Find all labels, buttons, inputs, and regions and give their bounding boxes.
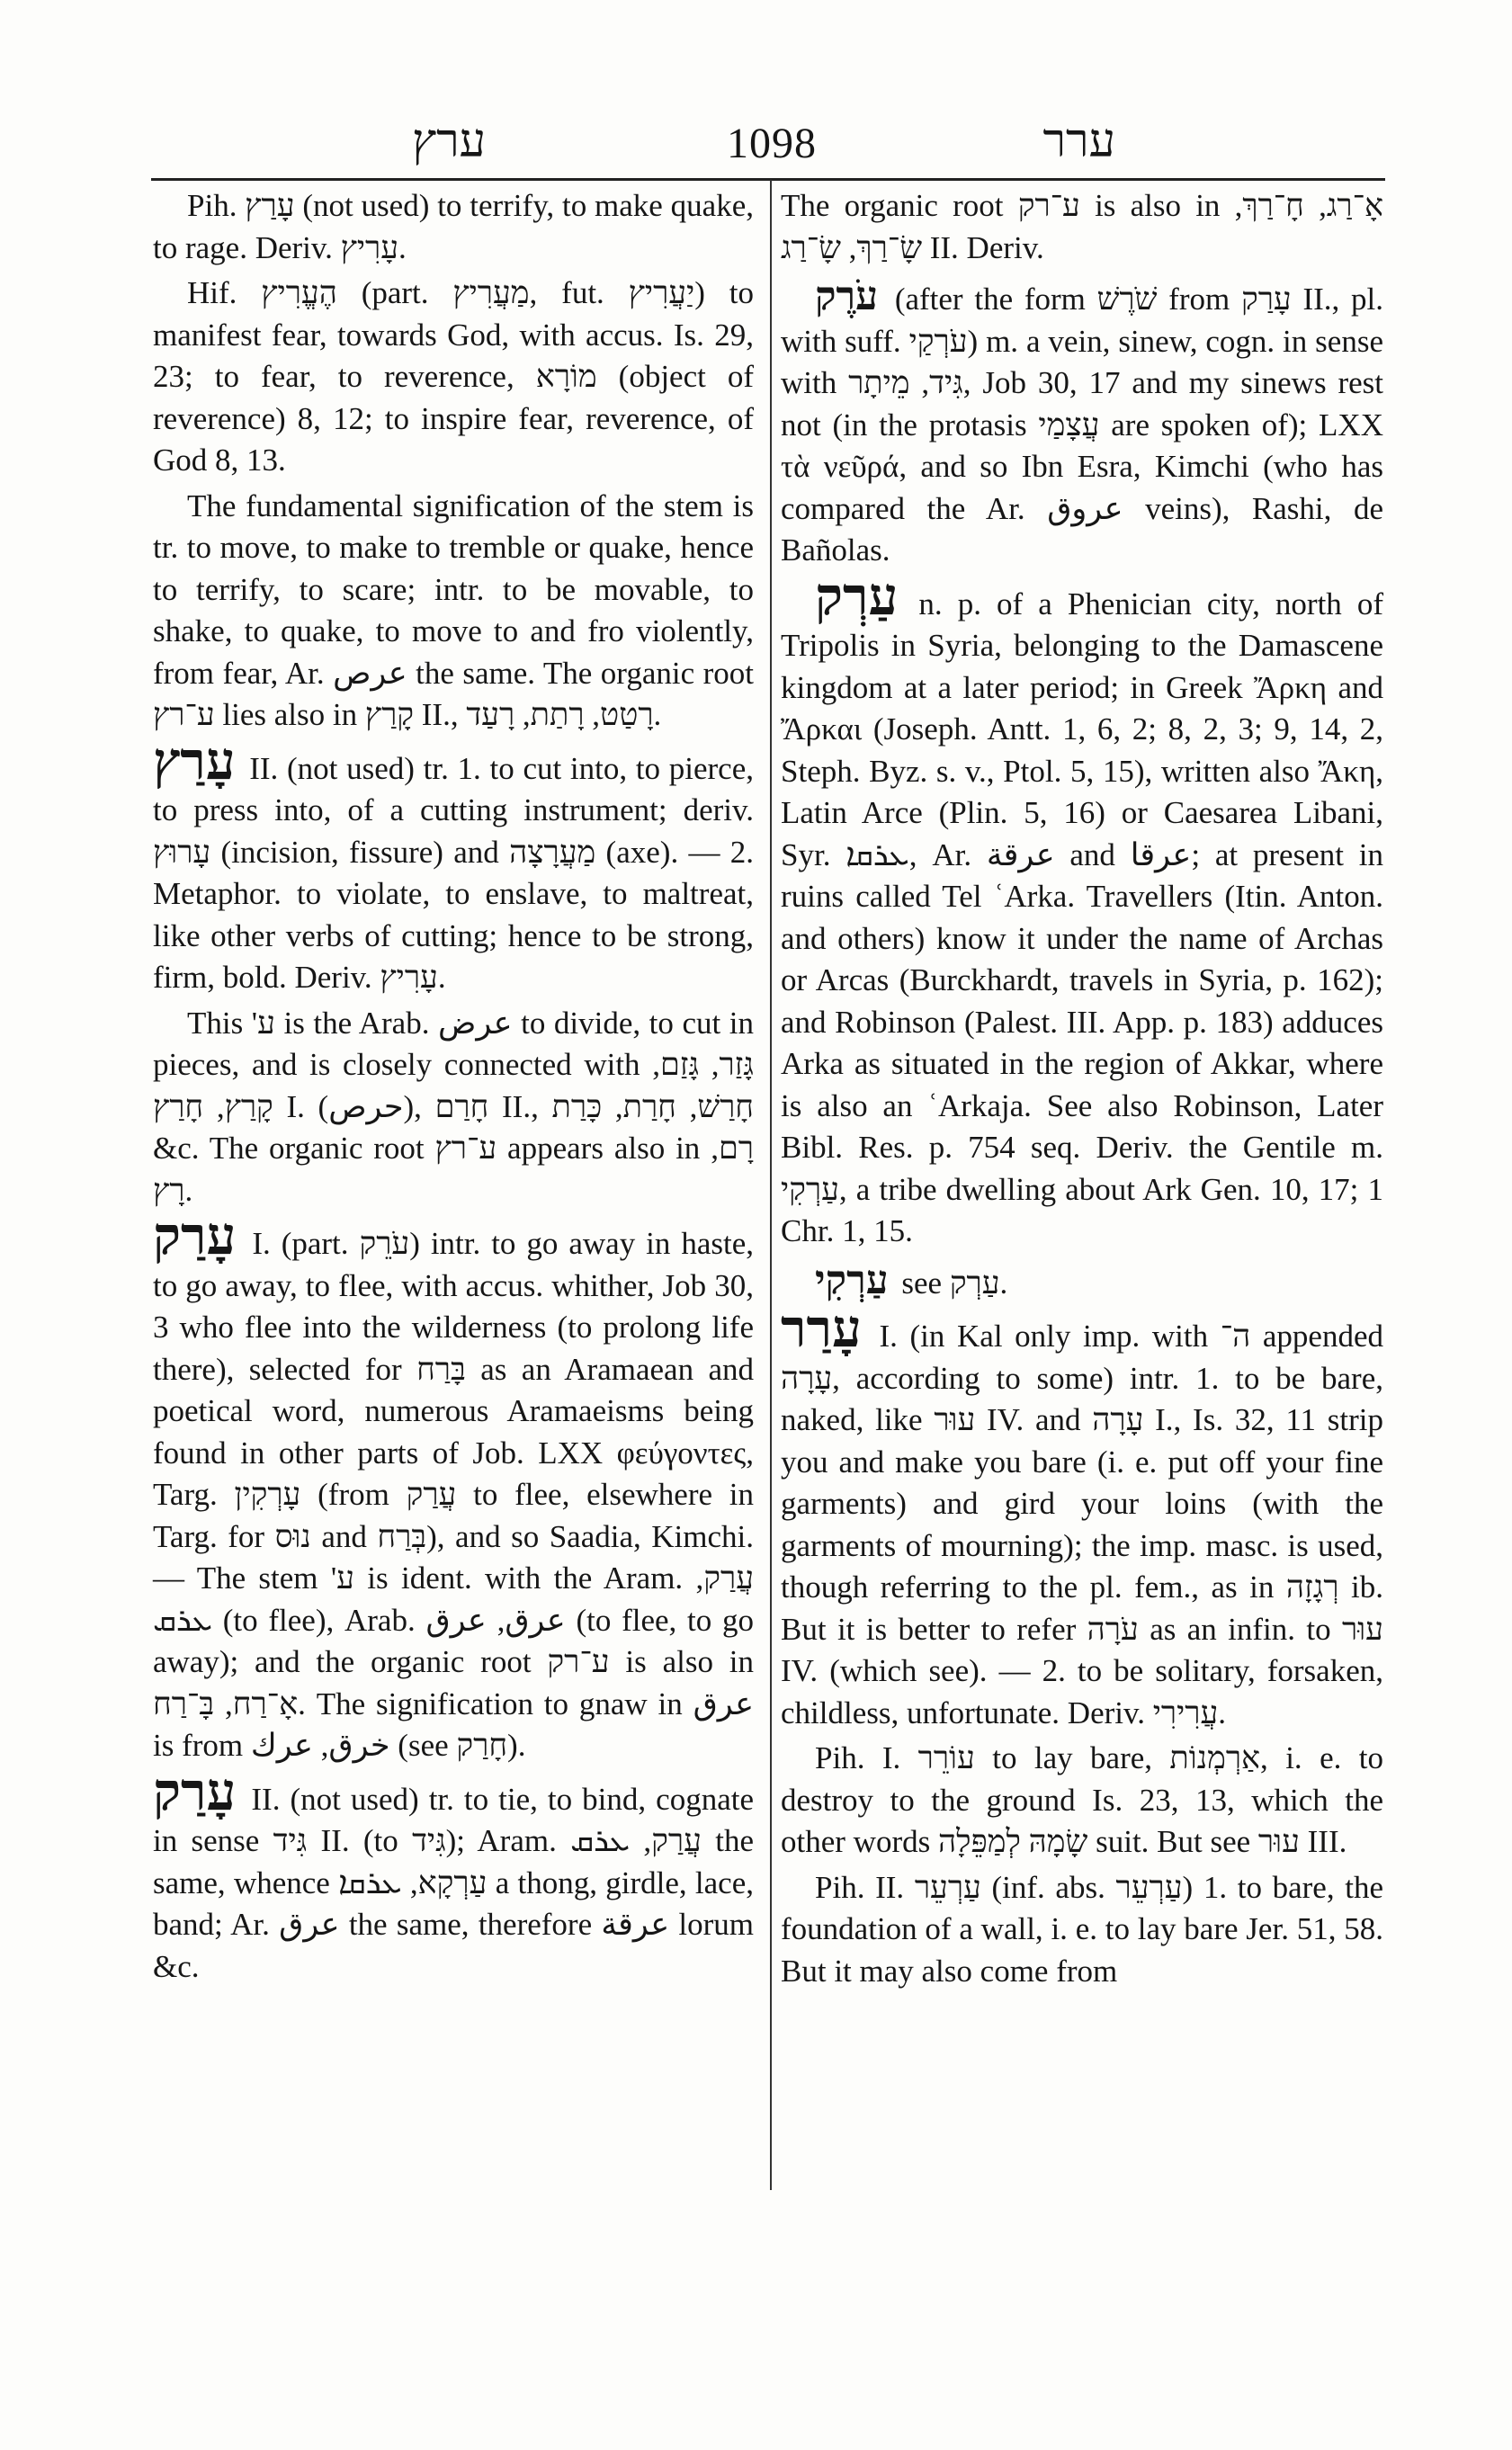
headword: עָרַר bbox=[781, 1300, 862, 1358]
dictionary-entry: עָרַק II. (not used) tr. to tie, to bind, cognate in sense גִּיד II. (to גִּיד); Aram. עֲרַק, ܥܪܩ the same, whence עַרְקָא, ܥܪܩܐ a thong, girdle, lace, band; Ar. عرق the same, therefore عرقة lorum &c. bbox=[153, 1762, 755, 1984]
headword: עָרַץ bbox=[153, 731, 236, 791]
running-head-left-word: ערץ bbox=[412, 116, 487, 167]
headword: עֹרֶק bbox=[815, 274, 879, 318]
column-divider bbox=[770, 180, 772, 2190]
entry-paragraph: This 'ע is the Arab. عرض to divide, to cut in pieces, and is closely connected with גָּזַר, גָּזַם, קָרַץ, חָרַץ I. (حرص), חָרַם II., חָרַשׁ, חָרַת, כָּרַת &c. The organic root ע־רץ appears also in רָם, רָץ. bbox=[153, 1005, 755, 1208]
right-column bbox=[781, 185, 1383, 1996]
dictionary-entry: עָרַק I. (part. עֹרֵק) intr. to go away in haste, to go away, to flee, with accus. whither, Job 30, 3 who flee into the wilderness (to prolong life there), selected for בָּרַח as an Aramaean and poetical word, numerous Aramaeisms being found in other parts of Job. LXX φεύγοντες, Targ. עָרְקִין (from עֲרַק to flee, elsewhere in Targ. for נוּס and בְּרַח), and so Saadia, Kimchi. — The stem 'ע is ident. with the Aram. עֲרַק, ܥܪܩ (to flee), Arab. عرق, عرق (to flee, to go away); and the organic root ע־רק is also in אָ־רַח, בָּ־רַח. The signification to gnaw in عرق is from خرق, عرك (see חָרַק). bbox=[153, 1207, 755, 1763]
left-column bbox=[153, 185, 754, 1991]
running-head bbox=[151, 115, 1385, 178]
entry-paragraph: Hif. הֶעֱרִיץ (part. מַעֲרִיץ, fut. יַעֲרִיץ) to manifest fear, towards God, with accus. Is. 29, 23; to fear, to reverence, מוֹרָא (object of reverence) 8, 12; to inspire fear, reverence, of God 8, 13. bbox=[153, 275, 755, 478]
entry-paragraph: The fundamental signification of the stem is tr. to move, to make to tremble or quake, hence to terrify, to scare; intr. to be movable, to shake, to quake, to move to and fro violently, from fear, Ar. عرص the same. The organic root ע־רץ lies also in קָרַץ II., רָטַט, רָתַת, רָעַד. bbox=[153, 487, 754, 732]
headword: עַרְקִי bbox=[815, 1257, 889, 1302]
dictionary-entry: עֹרֶק (after the form שֹׁרֶשׁ from עָרַק II., pl. with suff. עֹרְקַי) m. a vein, sinew, cogn. in sense with גִּיד, מֵיתָר, Job 30, 17 and my sinews rest not (in the protasis עֲצָמַי are spoken of); LXX τὰ νεῦρά, and so Ibn Esra, Kimchi (who has compared the Ar. عروق veins), Rashi, de Bañolas. bbox=[781, 274, 1383, 568]
headword: עָרַק bbox=[153, 1762, 237, 1821]
entry-paragraph: Pih. II. עַרְעֵר (inf. abs. עַרְעֵר) 1. to bare, the foundation of a wall, i. e. to lay bare Jer. 51, 58. But it may also come from bbox=[781, 1869, 1384, 1989]
header-rule bbox=[151, 178, 1385, 181]
dictionary-entry: עָרַץ II. (not used) tr. 1. to cut into, to pierce, to press into, of a cutting instrument; deriv. עָרוּץ (incision, fissure) and מַעֲרָצָה (axe). — 2. Metaphor. to violate, to enslave, to maltreat, like other verbs of cutting; hence to be strong, firm, bold. Deriv. עָרִיץ. bbox=[153, 731, 754, 995]
headword: עַרְק bbox=[815, 567, 899, 626]
entry-paragraph: The organic root ע־רק is also in אָ־רַג, חָ־רַךְ, שָׂ־רַךְ, שָׂ־רַג II. Deriv. bbox=[781, 188, 1383, 265]
dictionary-entry: עָרַר I. (in Kal only imp. with ה־ appended עָרָה, according to some) intr. 1. to be bare, naked, like עוּר IV. and עָרָה I., Is. 32, 11 strip you and make you bare (i. e. put off your fine garments) and gird your loins (with the garments of mourning); the imp. masc. is used, though referring to the pl. fem., as in רְגָזָה ib. But it is better to refer עֹרָה as an infin. to עוּר IV. (which see). — 2. to be solitary, forsaken, childless, unfortunate. Deriv. עֲרִירִי. bbox=[781, 1300, 1384, 1730]
headword: עָרַק bbox=[153, 1207, 237, 1265]
entry-paragraph: Pih. עָרַץ (not used) to terrify, to make quake, to rage. Deriv. עָרִיץ. bbox=[153, 188, 754, 265]
running-head-right-word: ערר bbox=[1042, 116, 1115, 167]
dictionary-entry: עַרְקִי see עַרְק. bbox=[815, 1257, 1008, 1302]
page-number: 1098 bbox=[727, 120, 817, 167]
dictionary-entry: עַרְק n. p. of a Phenician city, north of Tripolis in Syria, belonging to the Damascene kingdom at a later period; in Greek Ἄρκη and Ἄρκαι (Joseph. Antt. 1, 6, 2; 8, 2, 3; 9, 14, 2, Steph. Byz. s. v., Ptol. 5, 15), written also Ἄκη, Latin Arce (Plin. 5, 16) or Caesarea Libani, Syr. ܥܪܩܐ, Ar. عرقة and عرقا; at present in ruins called Tel ʿArka. Travellers (Itin. Anton. and others) know it under the name of Archas or Arcas (Burckhardt, travels in Syria, p. 162); and Robinson (Palest. III. App. p. 183) adduces Arka as situated in the region of Akkar, where is also an ʿArkaja. See also Robinson, Later Bibl. Res. p. 754 seq. Deriv. the Gentile m. עַרְקִי, a tribe dwelling about Ark Gen. 10, 17; 1 Chr. 1, 15. bbox=[781, 567, 1384, 1248]
entry-paragraph: Pih. I. עוֹרֵר to lay bare, אַרְמְנוֹת, i. e. to destroy to the ground Is. 23, 13, which the other words שָׂמָהּ לְמַפֵּלָה suit. But see עוּר III. bbox=[781, 1740, 1383, 1859]
